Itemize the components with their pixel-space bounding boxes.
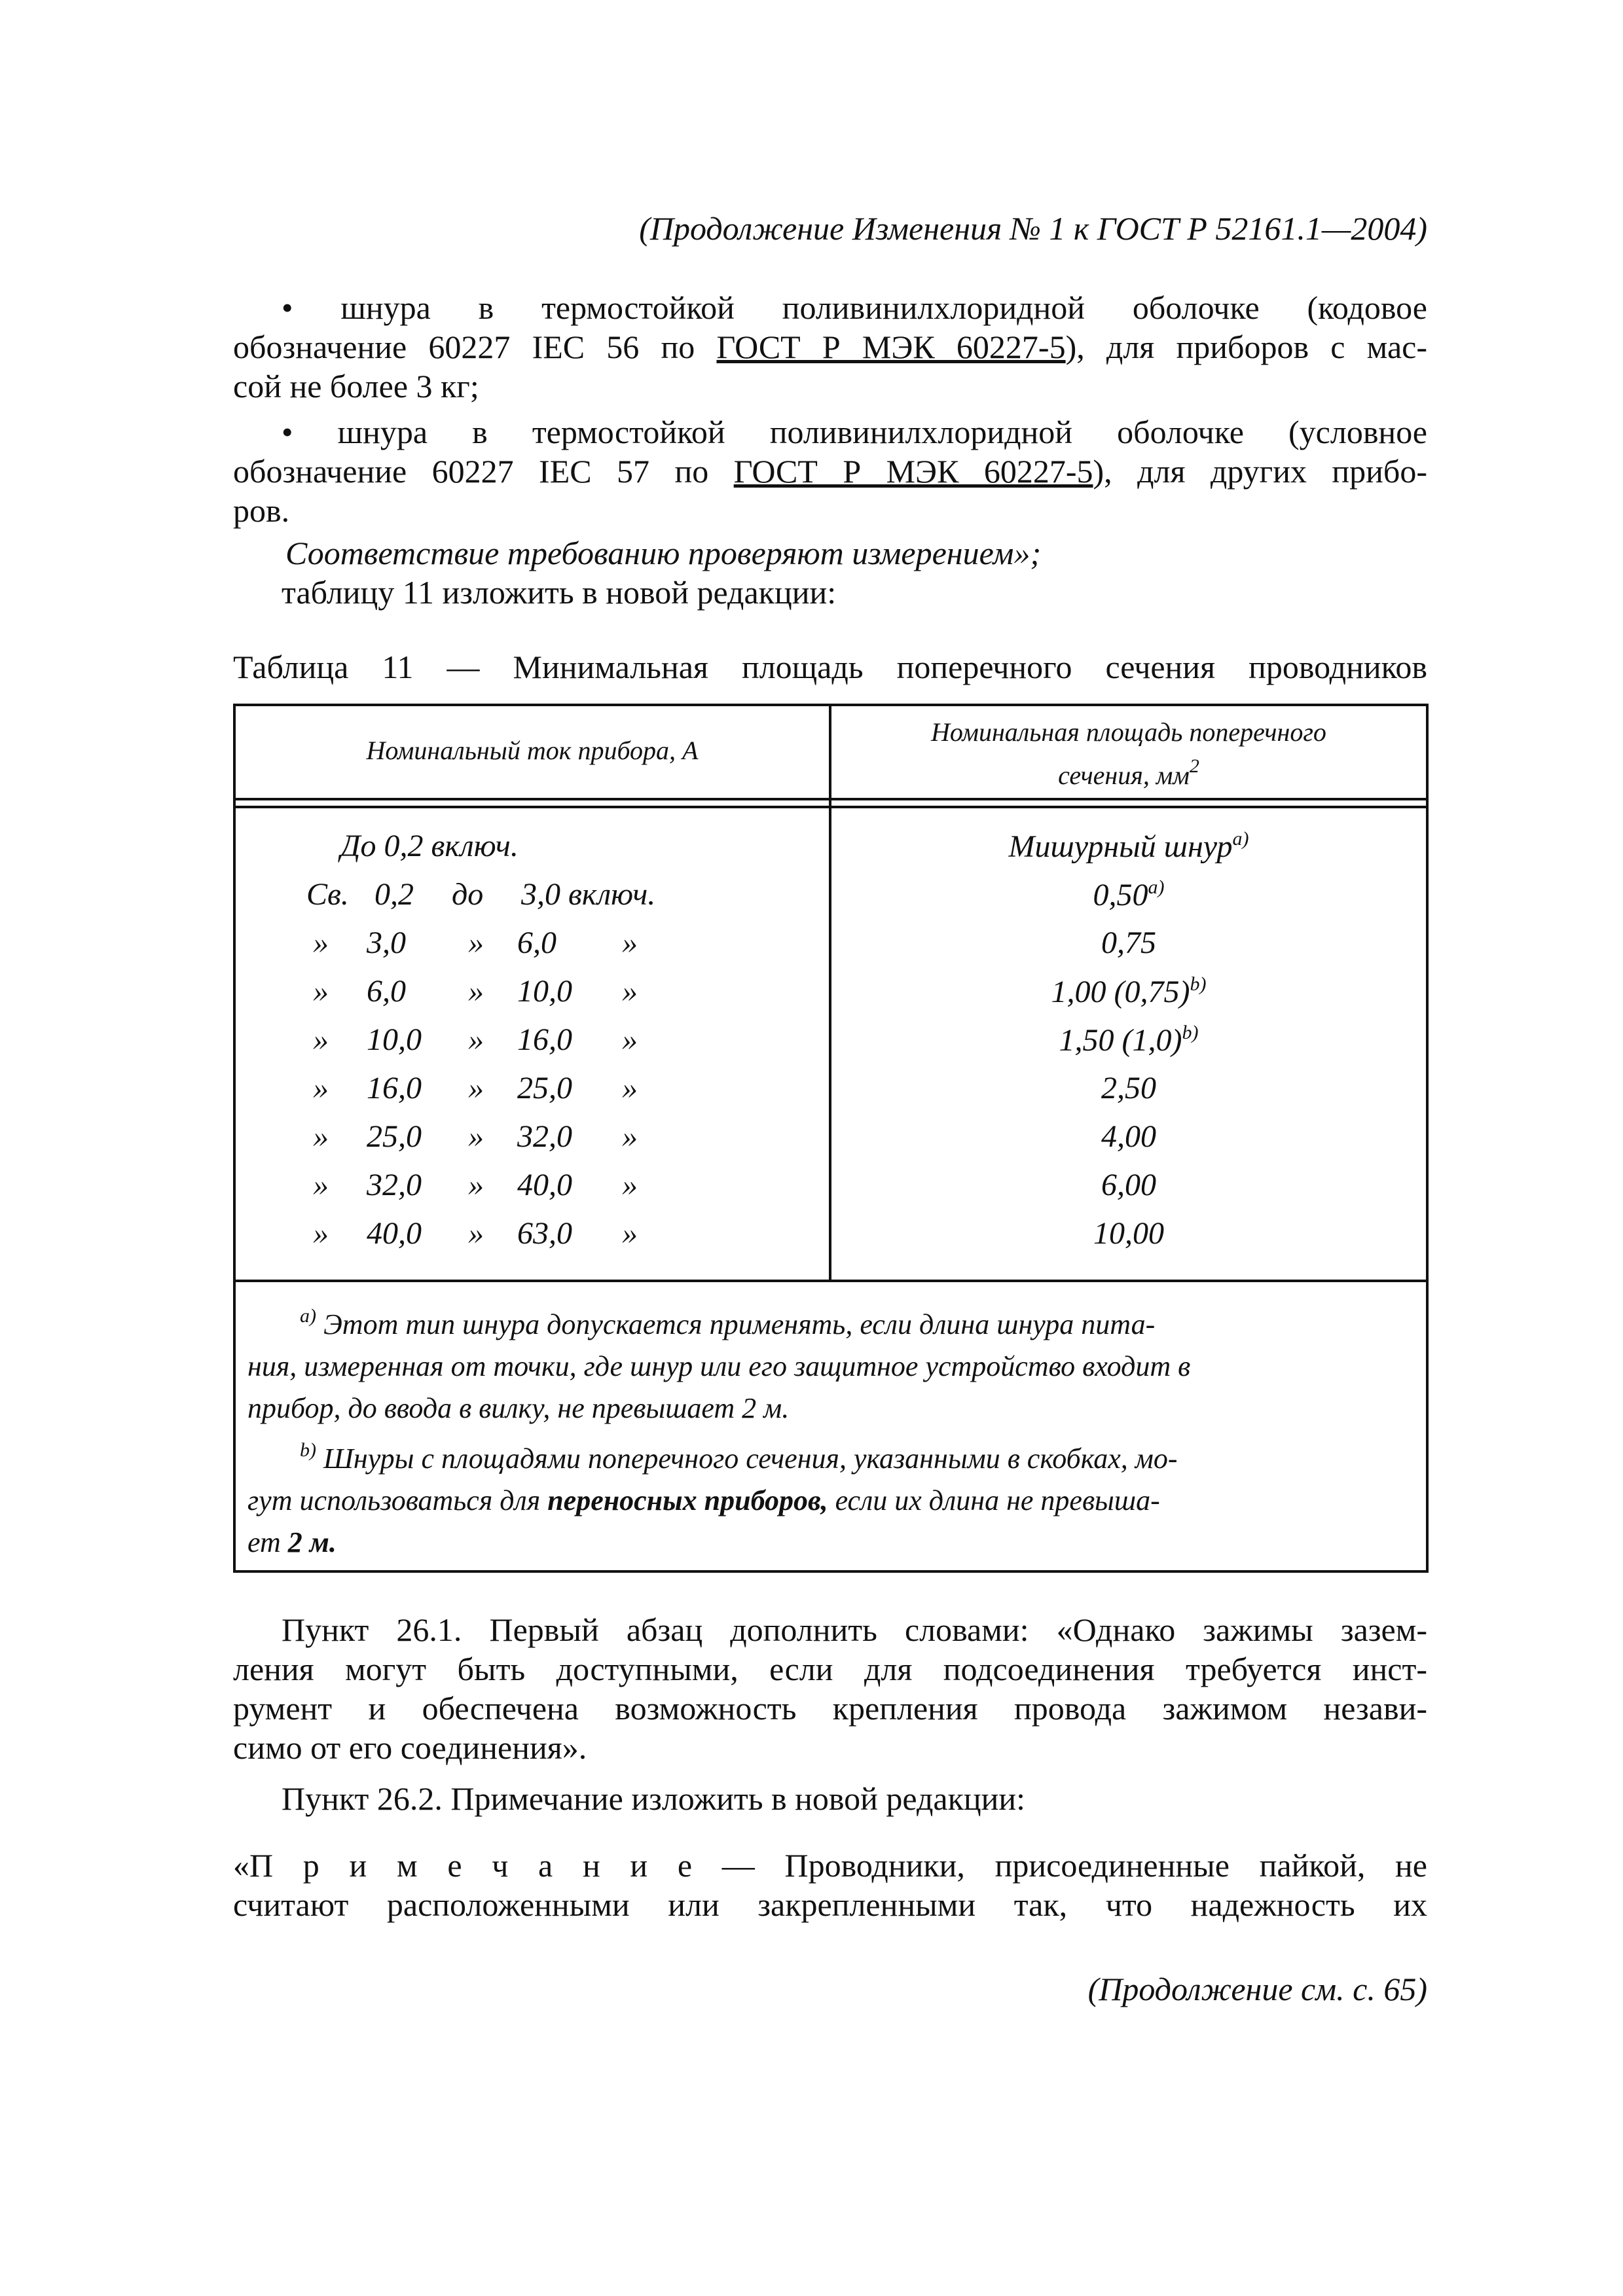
current-range-word: Св. [306,877,349,912]
bullet-2-line-2: обозначение 60227 IEC 57 по ГОСТ Р МЭК 60227-5), для других прибо- [233,453,1427,490]
range-to: 25,0 [517,1071,572,1105]
ditto-mark: » [468,1216,484,1251]
range-from: 16,0 [367,1071,422,1105]
area-value-text: 10,00 [1093,1216,1164,1251]
area-value-text: 2,50 [1101,1071,1156,1105]
footnote-mark: b) [1190,973,1207,995]
footnote-mark: a) [1232,828,1249,850]
ditto-mark: » [622,1119,638,1154]
current-range-word: до [452,877,484,912]
current-range-word: 3,0 включ. [521,877,656,912]
range-from: 32,0 [367,1168,422,1202]
range-from: 25,0 [367,1119,422,1154]
note-a-line-2: ния, измеренная от точки, где шнур или его защитное устройство входит в [247,1350,1191,1382]
note-paragraph-line-2: считают расположенными или закрепленными так, что надежность их [233,1886,1427,1923]
bullet-2-line-3: ров. [233,492,290,529]
area-value-text: 4,00 [1101,1119,1156,1154]
page-footer: (Продолжение см. с. 65) [1087,1971,1427,2007]
body-rule [236,1280,1426,1282]
ditto-mark: » [313,1216,329,1251]
clause-26-1-line-2: ления могут быть доступными, если для подсоединения требуется инст- [233,1651,1427,1687]
area-value [831,876,1426,925]
note-b-line-3: ет 2 м. [247,1526,337,1558]
ditto-mark: » [313,974,329,1009]
area-value-text: Мишурный шнур [1008,829,1233,864]
table-row [236,1070,829,1119]
range-from: 10,0 [367,1022,422,1057]
area-value-text: 1,50 (1,0) [1059,1023,1182,1058]
table-notes [247,1295,1414,1564]
bullet-1 [233,288,1427,406]
table-row [236,1215,829,1264]
note-a-line-1: $^{a)}$ Этот тип шнура допускается применять, если длина шнура пита- [300,1305,1156,1340]
table-row [236,973,829,1022]
bullet-1-line-1: • шнура в термостойкой поливинилхлоридной оболочке (кодовое [282,289,1427,326]
ditto-mark: » [622,974,638,1009]
col-header-area: Номинальная площадь поперечного сечения, $мм^2$ [931,717,1326,790]
ditto-mark: » [622,1216,638,1251]
clause-26-1-line-1: Пункт 26.1. Первый абзац дополнить словами: «Однако зажимы зазем- [282,1611,1427,1648]
gost-reference-link[interactable]: ГОСТ Р МЭК 60227-5 [733,453,1093,490]
table-intro: таблицу 11 изложить в новой редакции: [282,574,837,611]
bullet-1-line-3: сой не более 3 кг; [233,368,479,404]
table-row [236,1022,829,1070]
clause-26-1-line-3: румент и обеспечена возможность крепления провода зажимом незави- [233,1690,1427,1727]
area-value [831,973,1426,1022]
header-rule-2 [236,806,1426,808]
footnote-mark: a) [1148,876,1165,898]
ditto-mark: » [468,1168,484,1202]
area-value [831,828,1426,876]
note-paragraph-line-1: «П р и м е ч а н и е — Проводники, присоединенные пайкой, не [233,1847,1427,1884]
current-range-text: До 0,2 включ. [340,829,519,863]
area-value [831,1167,1426,1215]
ditto-mark: » [622,1071,638,1105]
page-header: (Продолжение Изменения № 1 к ГОСТ Р 52161.1—2004) [639,210,1427,247]
bullet-2-line-1: • шнура в термостойкой поливинилхлоридной оболочке (условное [282,414,1427,450]
bullet-2 [233,412,1427,530]
range-to: 32,0 [517,1119,572,1154]
conformity-line: Соответствие требованию проверяют измерением»; [285,535,1042,571]
range-to: 10,0 [517,974,572,1009]
range-to: 6,0 [517,925,556,960]
gost-reference-link[interactable]: ГОСТ Р МЭК 60227-5 [716,329,1066,365]
range-from: 3,0 [367,925,406,960]
area-value [831,1070,1426,1119]
clause-26-1 [233,1610,1427,1767]
ditto-mark: » [313,1071,329,1105]
table-caption: Таблица 11 — Минимальная площадь поперечного сечения проводников [233,649,1427,685]
range-to: 16,0 [517,1022,572,1057]
footnote-mark: b) [1182,1022,1199,1043]
ditto-mark: » [313,1022,329,1057]
ditto-mark: » [313,1168,329,1202]
table-row [236,828,829,876]
header-rule-1 [236,798,1426,800]
ditto-mark: » [468,1022,484,1057]
range-to: 40,0 [517,1168,572,1202]
note-b-line-1: $^{b)}$ Шнуры с площадями поперечного сечения, указанными в скобках, мо- [300,1439,1178,1475]
ditto-mark: » [313,1119,329,1154]
ditto-mark: » [468,974,484,1009]
bullet-1-line-2: обозначение 60227 IEC 56 по ГОСТ Р МЭК 60227-5), для приборов с мас- [233,329,1427,365]
area-value [831,1119,1426,1167]
range-from: 6,0 [367,974,406,1009]
area-value-text: 1,00 (0,75) [1051,975,1190,1009]
clause-26-2: Пункт 26.2. Примечание изложить в новой редакции: [282,1780,1026,1817]
note-a-line-3: прибор, до ввода в вилку, не превышает 2 м. [247,1392,790,1424]
area-value-text: 6,00 [1101,1168,1156,1202]
clause-26-1-line-4: симо от его соединения». [233,1729,587,1766]
ditto-mark: » [622,1168,638,1202]
table-row [236,1119,829,1167]
ditto-mark: » [622,925,638,960]
area-value-text: 0,75 [1101,925,1156,960]
table-row [236,925,829,973]
area-value [831,1215,1426,1264]
note-b-line-2: гут использоваться для переносных приборов, если их длина не превыша- [247,1484,1160,1516]
ditto-mark: » [622,1022,638,1057]
col-header-current: Номинальный ток прибора, А [366,736,699,765]
area-value [831,1022,1426,1070]
ditto-mark: » [468,925,484,960]
ditto-mark: » [313,925,329,960]
range-from: 40,0 [367,1216,422,1251]
conductor-table [233,704,1429,1573]
area-value [831,925,1426,973]
table-row [236,1167,829,1215]
note-paragraph [233,1846,1427,1924]
ditto-mark: » [468,1119,484,1154]
range-to: 63,0 [517,1216,572,1251]
table-row [236,876,829,925]
area-value-text: 0,50 [1093,878,1148,912]
current-range-word: 0,2 [374,877,414,912]
ditto-mark: » [468,1071,484,1105]
